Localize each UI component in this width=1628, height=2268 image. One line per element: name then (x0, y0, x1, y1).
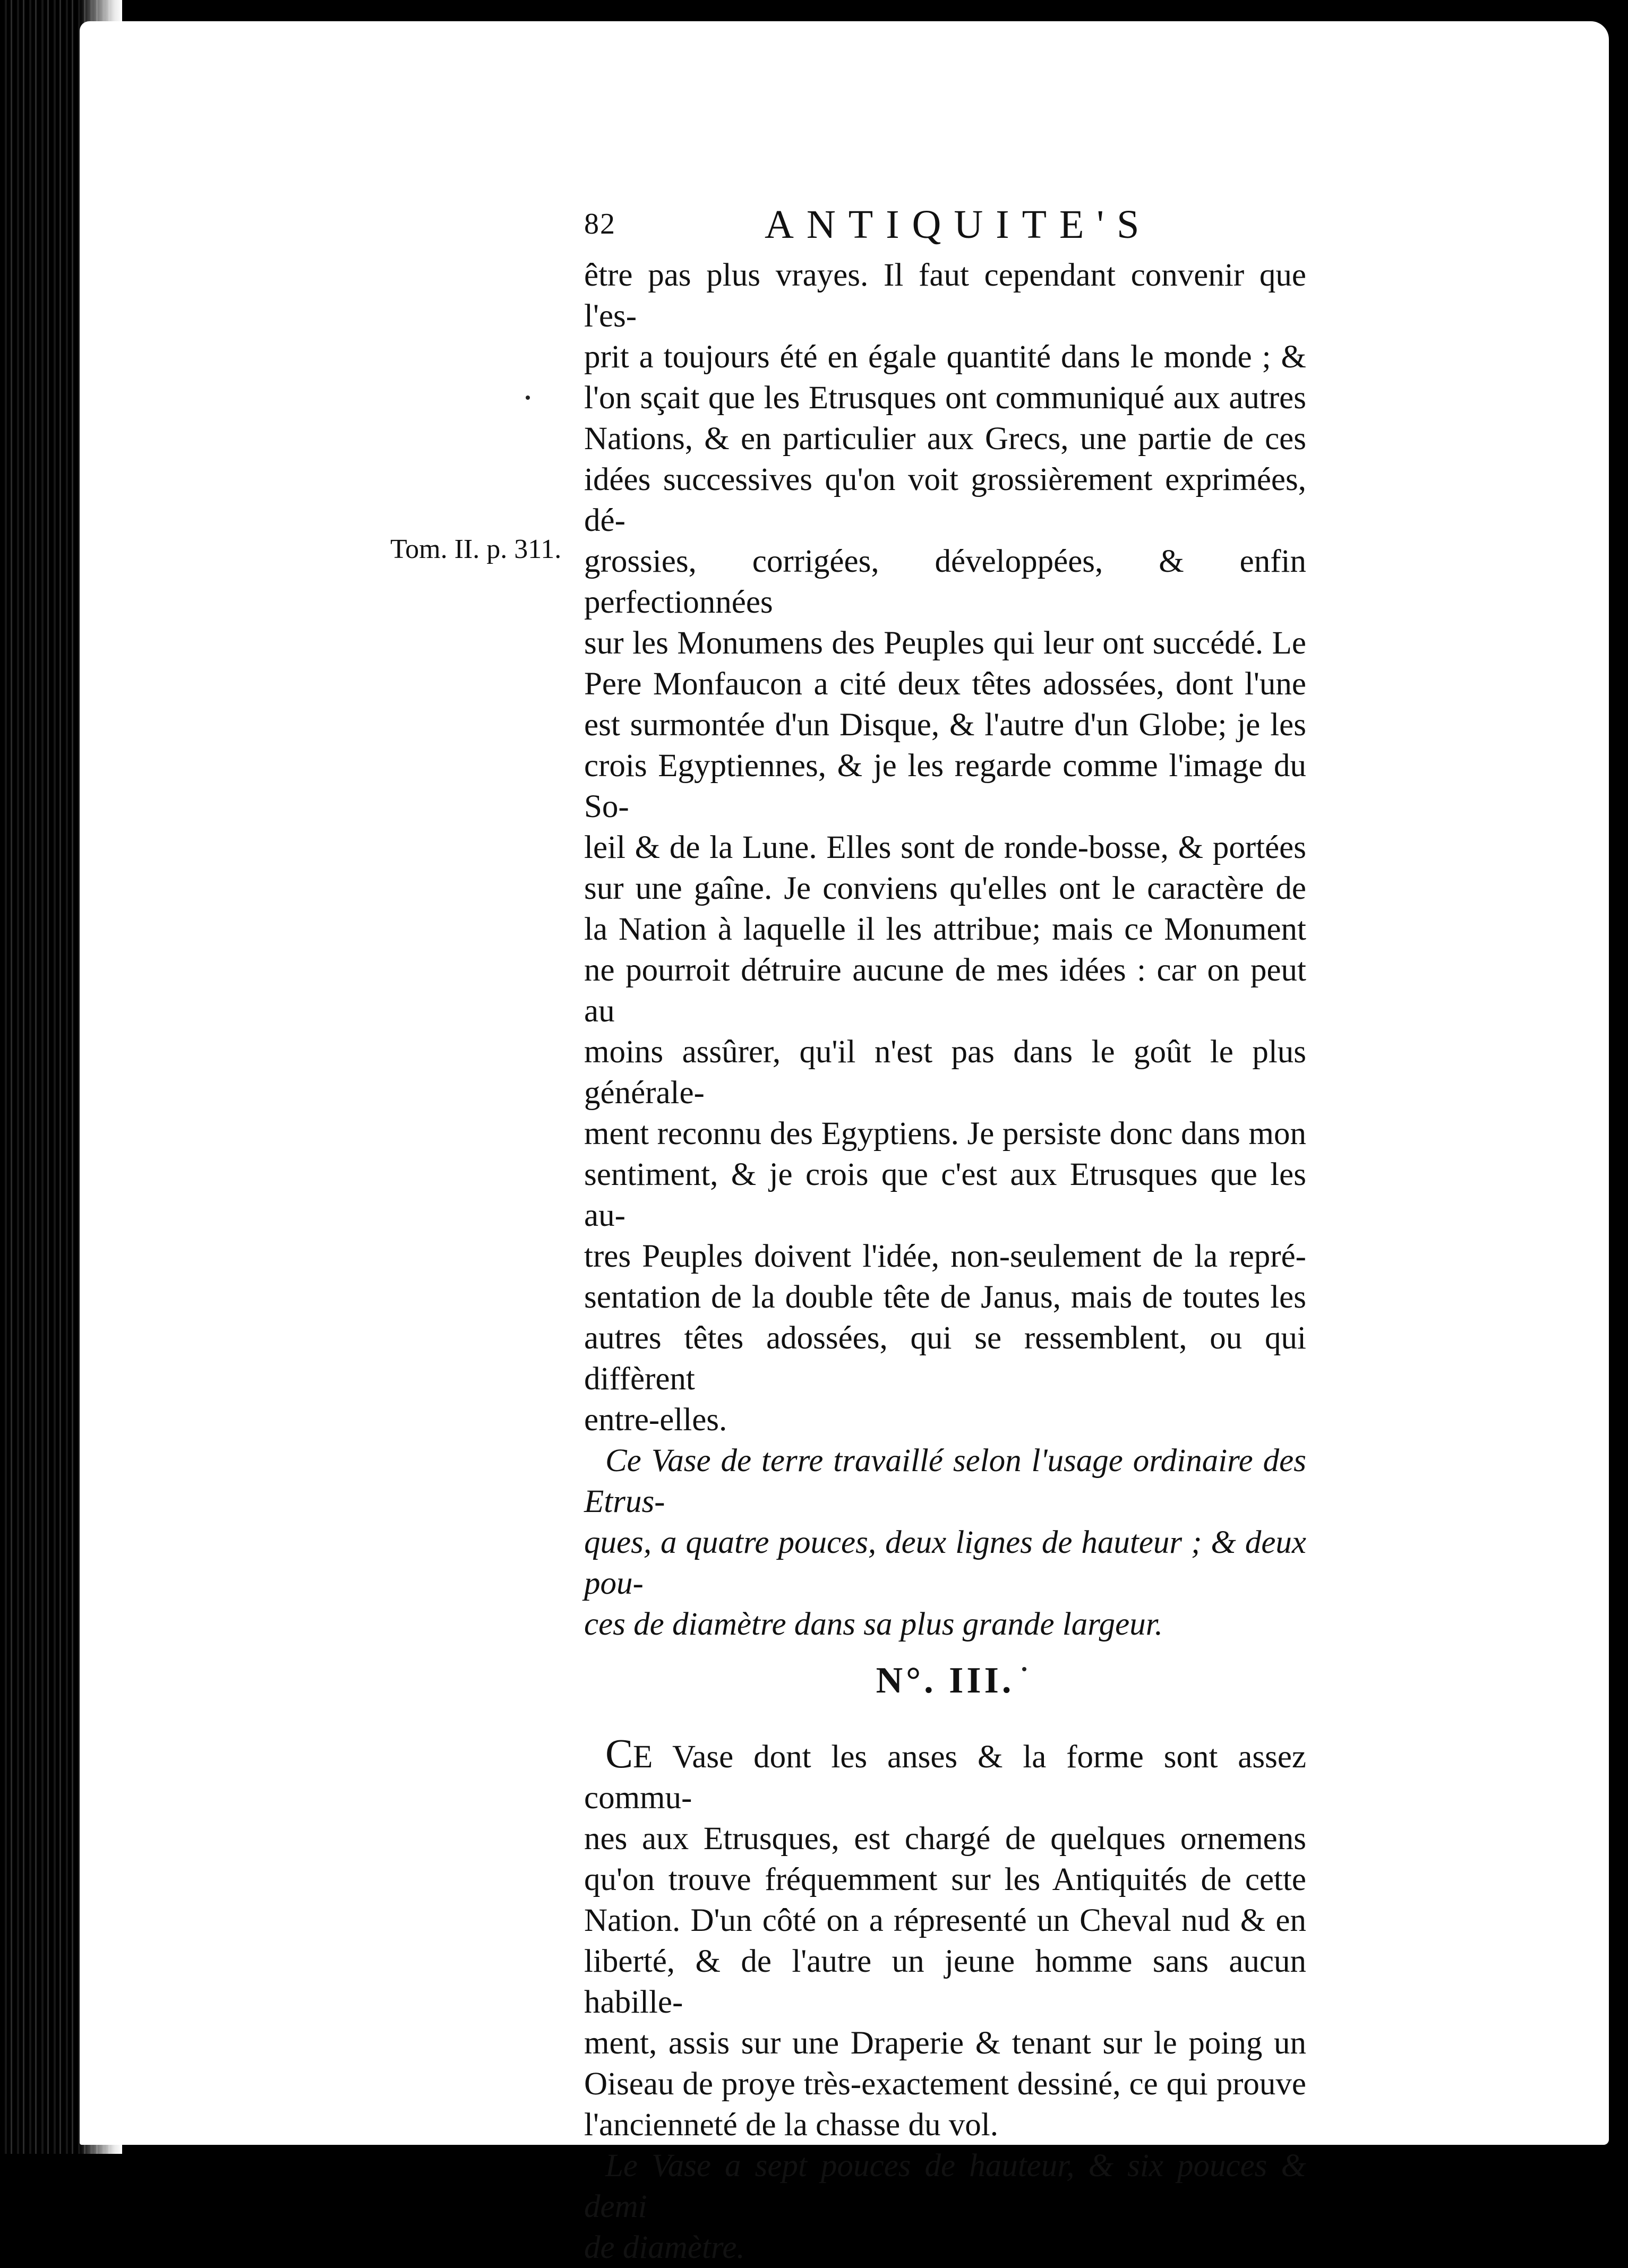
text-line: Ce Vase de terre travaillé selon l'usage ordinaire des Etrus- (584, 1443, 1306, 1519)
running-head (584, 202, 1306, 255)
paragraph-1 (584, 255, 1306, 1440)
margin-note: Tom. II. p. 311. (390, 534, 562, 564)
text-line: sentation de la double tête de Janus, mais de toutes les (584, 1279, 1306, 1315)
text-line: qu'on trouve fréquemment sur les Antiquités de cette (584, 1862, 1306, 1897)
italic-note-1 (584, 1440, 1306, 1645)
text-block (584, 202, 1306, 2268)
text-line: ces de diamètre dans sa plus grande largeur. (584, 1606, 1163, 1642)
text-line: sur une gaîne. Je conviens qu'elles ont le caractère de (584, 871, 1306, 906)
text-line: l'ancienneté de la chasse du vol. (584, 2107, 998, 2143)
text-line: leil & de la Lune. Elles sont de ronde-bosse, & portées (584, 830, 1306, 865)
text-line: ment, assis sur une Draperie & tenant sur le poing un (584, 2025, 1306, 2061)
text-line: crois Egyptiennes, & je les regarde comme l'image du So- (584, 748, 1306, 824)
text-line: ne pourroit détruire aucune de mes idées : car on peut au (584, 952, 1306, 1029)
text-line: moins assûrer, qu'il n'est pas dans le goût le plus générale- (584, 1034, 1306, 1111)
text-line: Oiseau de proye très-exactement dessiné, ce qui prouve (584, 2066, 1306, 2102)
ink-speck (526, 396, 530, 400)
text-line: est surmontée d'un Disque, & l'autre d'un Globe; je les (584, 707, 1306, 743)
text-line: idées successives qu'on voit grossièrement exprimées, dé- (584, 462, 1306, 538)
text-line: la Nation à laquelle il les attribue; mais ce Monument (584, 912, 1306, 947)
text-line: grossies, corrigées, développées, & enfin perfectionnées (584, 544, 1306, 620)
text-line: de diamètre. (584, 2230, 745, 2265)
text-line: Nation. D'un côté on a répresenté un Cheval nud & en (584, 1903, 1306, 1938)
section-heading: N°. III. (876, 1660, 1015, 1701)
text-line: ment reconnu des Egyptiens. Je persiste donc dans mon (584, 1116, 1306, 1152)
text-line: l'on sçait que les Etrusques ont communiqué aux autres (584, 380, 1306, 416)
text-line: Le Vase a sept pouces de hauteur, & six pouces & demi (584, 2148, 1306, 2224)
page-number: 82 (584, 208, 616, 240)
text-line: Pere Monfaucon a cité deux têtes adossées, dont l'une (584, 666, 1306, 702)
text-line: ques, a quatre pouces, deux lignes de hauteur ; & deux pou- (584, 1525, 1306, 1601)
text-line: prit a toujours été en égale quantité dans le monde ; & (584, 339, 1306, 375)
text-line: entre-elles. (584, 1402, 727, 1438)
text-line: être pas plus vrayes. Il faut cependant convenir que l'es- (584, 257, 1306, 334)
text-line: sur les Monumens des Peuples qui leur ont succédé. Le (584, 625, 1306, 661)
text-line: Nations, & en particulier aux Grecs, une partie de ces (584, 421, 1306, 457)
text-line: sentiment, & je crois que c'est aux Etrusques que les au- (584, 1157, 1306, 1233)
text-line: liberté, & de l'autre un jeune homme sans aucun habille- (584, 1944, 1306, 2020)
italic-note-2 (584, 2145, 1306, 2268)
paragraph-2 (584, 1730, 1306, 2145)
ink-speck (1022, 1667, 1026, 1671)
text-line: CE Vase dont les anses & la forme sont assez commu- (584, 1730, 1306, 1816)
text-line: nes aux Etrusques, est chargé de quelques ornemens (584, 1821, 1306, 1857)
running-title: ANTIQUITE'S (765, 202, 1152, 247)
text-line: autres têtes adossées, qui se ressemblent, ou qui diffèrent (584, 1320, 1306, 1397)
text-line: tres Peuples doivent l'idée, non-seulement de la repré- (584, 1239, 1306, 1274)
